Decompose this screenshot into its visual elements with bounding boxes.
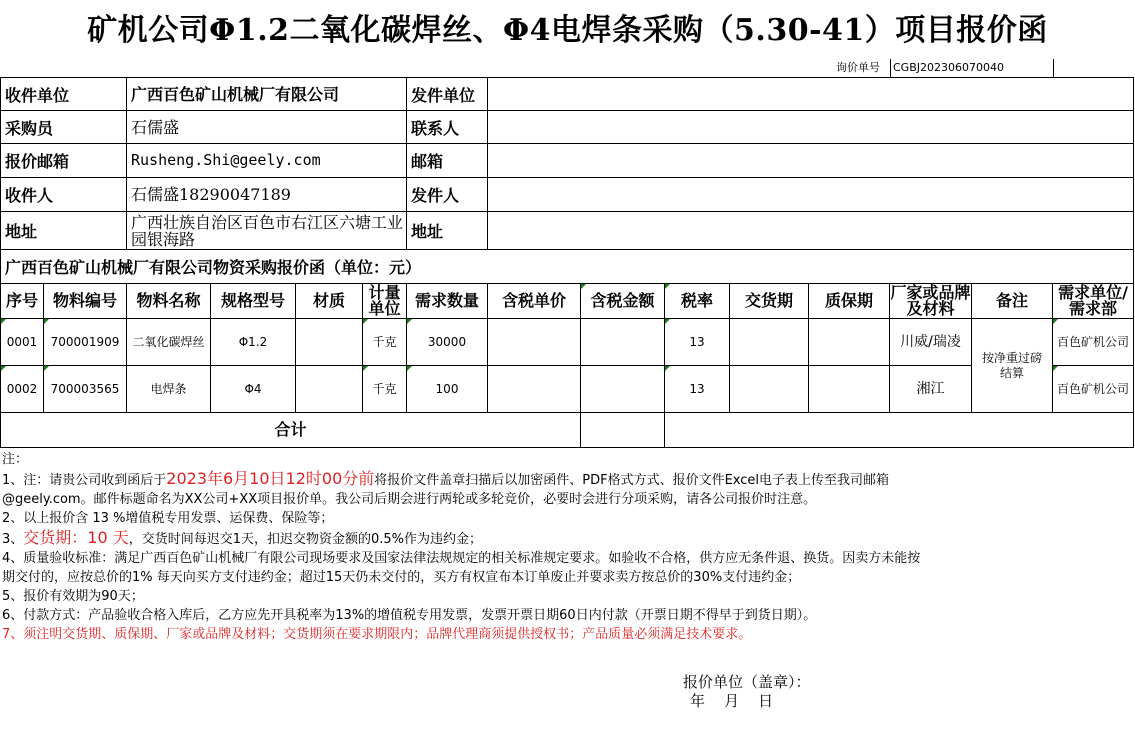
cell-tax: 13 xyxy=(664,318,730,366)
cell-dept: 百色矿机公司 xyxy=(1052,318,1134,366)
col-warranty: 质保期 xyxy=(808,283,890,319)
buyer-value[interactable]: 石儒盛 xyxy=(126,110,407,144)
cell-flag xyxy=(581,284,586,289)
col-remark: 备注 xyxy=(971,283,1053,319)
cell-unit: 千克 xyxy=(362,365,407,413)
contact-label: 联系人 xyxy=(406,110,488,144)
total-label: 合计 xyxy=(0,412,581,448)
notes-head: 注： xyxy=(2,452,29,467)
buyer-label: 采购员 xyxy=(0,110,127,144)
signature-unit: 报价单位（盖章）： xyxy=(683,673,811,691)
cell-brand[interactable]: 川威/瑞凌 xyxy=(889,318,972,366)
table-title: 广西百色矿山机械厂有限公司物资采购报价函（单位：元） xyxy=(0,249,1134,284)
cell-flag xyxy=(363,366,368,371)
cell-material[interactable] xyxy=(295,318,363,366)
contact-value[interactable] xyxy=(487,110,1134,144)
address-label: 地址 xyxy=(0,211,127,250)
note-6: 6、付款方式：产品验收合格入库后，乙方应先开具税率为13%的增值税专用发票，发票开票日期60日内付款（开票日期不得早于到货日期）。 xyxy=(2,608,817,623)
note-7: 7、须注明交货期、质保期、厂家或品牌及材料；交货期须在要求期限内；品牌代理商须提供授权书；产品质量必须满足技术要求。 xyxy=(2,627,752,642)
address2-value[interactable] xyxy=(487,211,1134,250)
col-tax: 税率 xyxy=(664,283,730,319)
sender-label: 发件人 xyxy=(406,177,488,212)
col-seq: 序号 xyxy=(0,283,44,319)
note-1: 1、注：请贵公司收到函后于2023年6月10日12时00分前将报价文件盖章扫描后以加密函件、PDF格式方式、报价文件Excel电子表上传至我司邮箱 xyxy=(2,469,890,488)
recipient-label: 收件人 xyxy=(0,177,127,212)
receiver-unit-label: 收件单位 xyxy=(0,77,127,111)
recipient-value[interactable]: 石儒盛18290047189 xyxy=(126,177,407,212)
sender-unit-value[interactable] xyxy=(487,77,1134,111)
sender-unit-label: 发件单位 xyxy=(406,77,488,111)
cell-flag xyxy=(407,366,412,371)
cell-dept: 百色矿机公司 xyxy=(1052,365,1134,413)
col-unit: 计量单位 xyxy=(362,283,407,319)
cell-unit: 千克 xyxy=(362,318,407,366)
cell-code: 700001909 xyxy=(43,318,127,366)
cell-warranty[interactable] xyxy=(808,318,890,366)
cell-material[interactable] xyxy=(295,365,363,413)
cell-flag xyxy=(363,319,368,324)
cell-price[interactable] xyxy=(487,318,581,366)
col-amount: 含税金额 xyxy=(580,283,665,319)
col-price: 含税单价 xyxy=(487,283,581,319)
note-1-deadline: 2023年6月10日12时00分前 xyxy=(166,469,375,488)
note-5: 5、报价有效期为90天； xyxy=(2,589,144,604)
notes xyxy=(2,450,1132,644)
cell-flag xyxy=(1,366,6,371)
sender-value[interactable] xyxy=(487,177,1134,212)
cell-flag xyxy=(665,366,670,371)
note-2: 2、以上报价含 13 %增值税专用发票、运保费、保险等； xyxy=(2,511,334,526)
cell-flag xyxy=(665,284,670,289)
cell-flag xyxy=(1,319,6,324)
inquiry-number: CGBJ202306070040 xyxy=(893,61,1004,74)
col-brand: 厂家或品牌及材料 xyxy=(890,283,971,318)
inquiry-label: 询价单号 xyxy=(836,61,880,74)
col-spec: 规格型号 xyxy=(210,283,296,319)
cell-delivery[interactable] xyxy=(729,318,809,366)
quote-email-value[interactable]: Rusheng.Shi@geely.com xyxy=(126,143,407,178)
receiver-unit-value[interactable]: 广西百色矿山机械厂有限公司 xyxy=(126,77,407,111)
cell-amount[interactable] xyxy=(580,365,665,413)
cell-price[interactable] xyxy=(487,365,581,413)
cell-name: 电焊条 xyxy=(126,365,211,413)
cell-name: 二氧化碳焊丝 xyxy=(126,318,211,366)
cell-flag xyxy=(407,319,412,324)
email-value[interactable] xyxy=(487,143,1134,178)
col-delivery: 交货期 xyxy=(729,283,809,319)
note-3-delivery: 交货期：10 天 xyxy=(23,528,129,547)
cell-qty: 30000 xyxy=(406,318,488,366)
inquiry-divider xyxy=(890,59,891,77)
col-name: 物料名称 xyxy=(126,283,211,319)
cell-flag xyxy=(44,319,49,324)
cell-spec: Φ4 xyxy=(210,365,296,413)
cell-qty: 100 xyxy=(406,365,488,413)
cell-brand[interactable]: 湘江 xyxy=(889,365,972,413)
col-code: 物料编号 xyxy=(43,283,127,319)
cell-delivery[interactable] xyxy=(729,365,809,413)
col-qty: 需求数量 xyxy=(406,283,488,319)
note-4: 4、质量验收标准：满足广西百色矿山机械厂有限公司现场要求及国家法律法规规定的相关标准规定要求。如验收不合格，供方应无条件退、换货。因卖方未能按 xyxy=(2,551,921,566)
cell-spec: Φ1.2 xyxy=(210,318,296,366)
total-rest xyxy=(664,412,1134,448)
cell-flag xyxy=(1053,366,1058,371)
quote-email-label: 报价邮箱 xyxy=(0,143,127,178)
cell-seq: 0002 xyxy=(0,365,44,413)
cell-seq: 0001 xyxy=(0,318,44,366)
note-1-cont: @geely.com。邮件标题命名为XX公司+XX项目报价单。我公司后期会进行两轮或多轮竞价，必要时会进行分项采购，请各公司报价时注意。 xyxy=(2,492,817,507)
address-value[interactable]: 广西壮族自治区百色市右江区六塘工业园银海路 xyxy=(126,211,407,250)
note-3: 3、交货期：10 天，交货时间每迟交1天，扣迟交物资金额的0.5%作为违约金； xyxy=(2,528,483,547)
col-dept: 需求单位/需求部 xyxy=(1052,283,1134,319)
cell-flag xyxy=(665,319,670,324)
cell-warranty[interactable] xyxy=(808,365,890,413)
cell-amount[interactable] xyxy=(580,318,665,366)
cell-tax: 13 xyxy=(664,365,730,413)
total-amount[interactable] xyxy=(580,412,665,448)
address2-label: 地址 xyxy=(406,211,488,250)
email-label: 邮箱 xyxy=(406,143,488,178)
note-4-cont: 期交付的，应按总价的1% 每天向买方支付违约金；超过15天仍未交付的，买方有权宣布本订单废止并要求卖方按总价的30%支付违约金； xyxy=(2,570,801,585)
cell-code: 700003565 xyxy=(43,365,127,413)
cell-flag xyxy=(1053,319,1058,324)
page-title: 矿机公司Φ1.2二氧化碳焊丝、Φ4电焊条采购（5.30-41）项目报价函 xyxy=(87,13,1048,48)
col-material: 材质 xyxy=(295,283,363,319)
cell-flag xyxy=(44,366,49,371)
inquiry-divider xyxy=(1053,59,1054,77)
signature-date: 年 月 日 xyxy=(690,692,774,710)
cell-remark: 按净重过磅结算 xyxy=(971,318,1053,413)
